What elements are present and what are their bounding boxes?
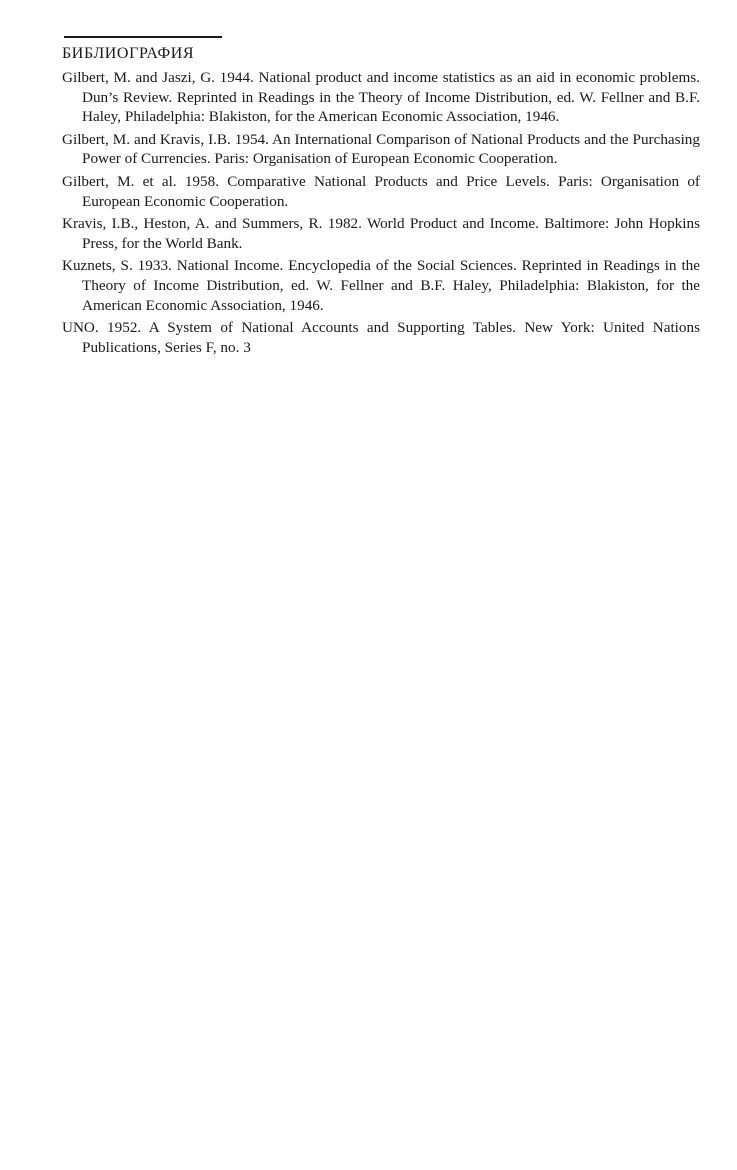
heading-rule	[64, 36, 222, 38]
reference-item: Gilbert, M. et al. 1958. Comparative National Products and Price Levels. Paris: Organisation of European Economic Cooperation.	[62, 172, 700, 210]
reference-item: Gilbert, M. and Kravis, I.B. 1954. An International Comparison of National Products and the Purchasing Power of Currencies. Paris: Organisation of European Economic Cooperation.	[62, 130, 700, 168]
reference-item: UNO. 1952. A System of National Accounts and Supporting Tables. New York: United Nations Publications, Series F, no. 3	[62, 319, 700, 356]
reference-item: Kuznets, S. 1933. National Income. Encyclopedia of the Social Sciences. Reprinted in Readings in the Theory of Income Distribution, ed. W. Fellner and B.F. Haley, Philadelphia: Blakiston, for the American Economic Association, 1946.	[62, 257, 700, 314]
reference-list	[62, 68, 700, 357]
bibliography-heading: БИБЛИОГРАФИЯ	[62, 45, 195, 62]
bibliography-page	[62, 36, 700, 360]
reference-item: Kravis, I.B., Heston, A. and Summers, R. 1982. World Product and Income. Baltimore: John Hopkins Press, for the World Bank.	[62, 215, 700, 252]
reference-item: Gilbert, M. and Jaszi, G. 1944. National product and income statistics as an aid in economic problems. Dun’s Review. Reprinted in Readings in the Theory of Income Distribution, ed. W. Fellner and B.F. Haley, Philadelphia: Blakiston, for the American Economic Association, 1946.	[62, 69, 700, 126]
